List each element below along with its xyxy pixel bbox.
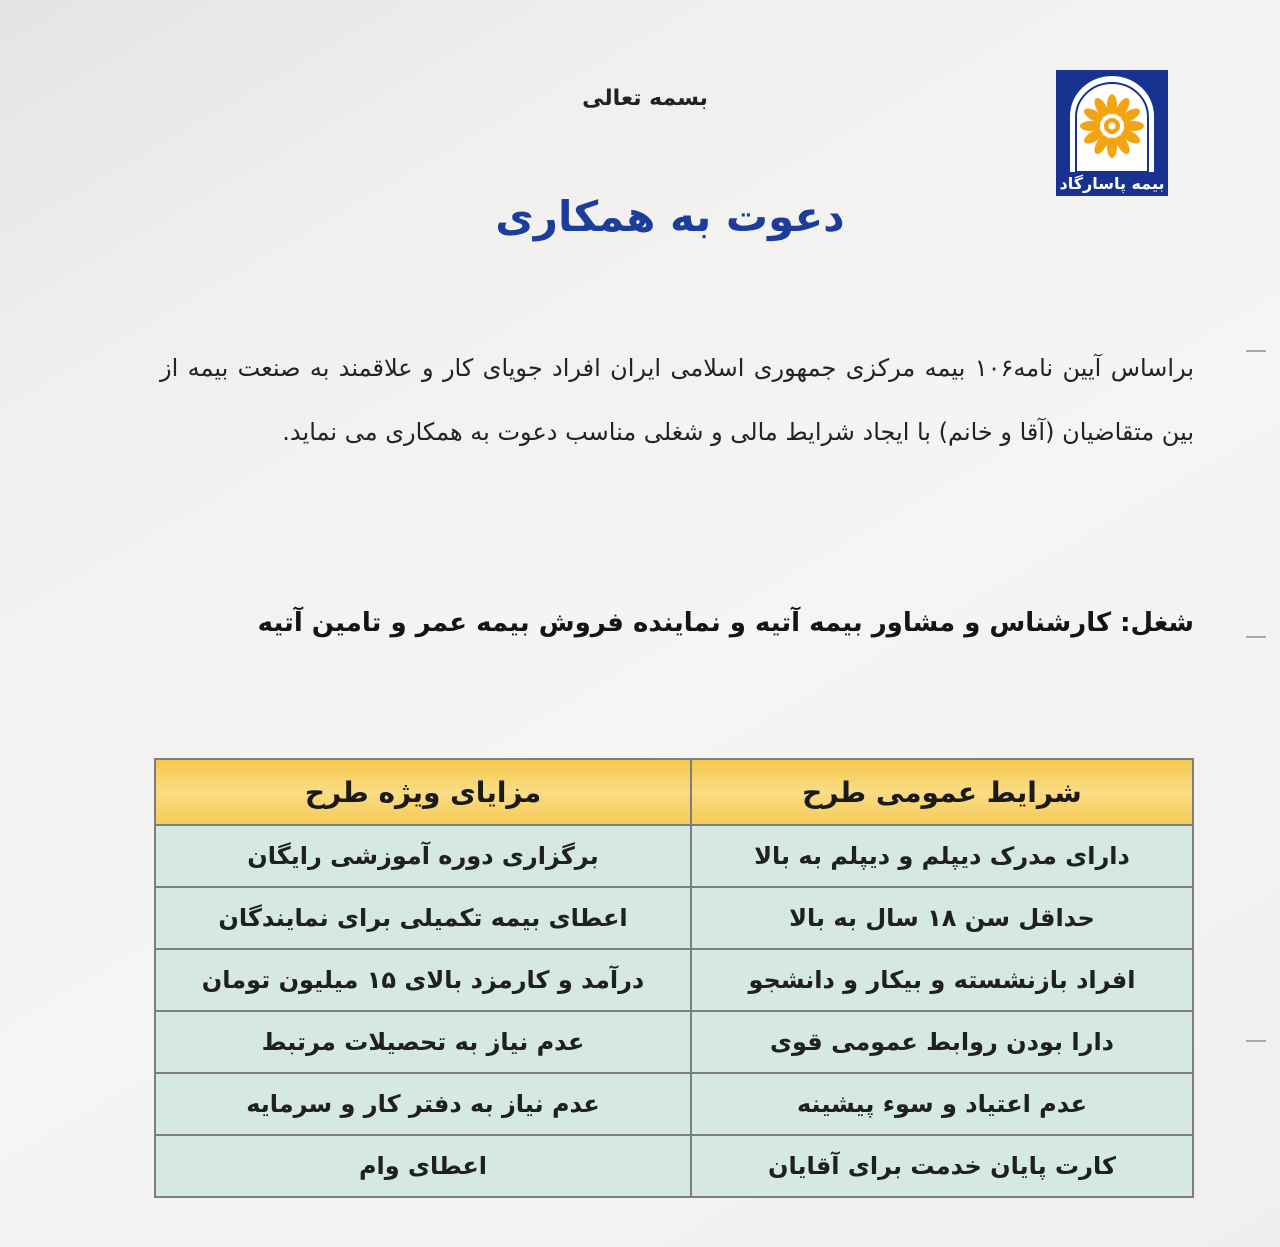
edge-mark [1246,350,1266,352]
benefit-cell: اعطای وام [155,1135,691,1197]
condition-cell: افراد بازنشسته و بیکار و دانشجو [691,949,1193,1011]
table-row [155,1011,1193,1073]
conditions-benefits-table [154,758,1194,1198]
condition-cell: حداقل سن ۱۸ سال به بالا [691,887,1193,949]
condition-cell: دارا بودن روابط عمومی قوی [691,1011,1193,1073]
benefit-cell: عدم نیاز به دفتر کار و سرمایه [155,1073,691,1135]
table-row [155,825,1193,887]
sunflower-emblem-icon [1056,70,1168,172]
logo-caption: بیمه پاسارگاد [1056,172,1168,196]
pasargad-insurance-logo [1056,70,1168,198]
condition-cell: عدم اعتیاد و سوء پیشینه [691,1073,1193,1135]
edge-mark [1246,636,1266,638]
page-title: دعوت به همکاری [495,192,845,241]
table-row [155,1135,1193,1197]
table-row [155,949,1193,1011]
benefit-cell: درآمد و کارمزد بالای ۱۵ میلیون تومان [155,949,691,1011]
table-header-row [155,759,1193,825]
header-general-conditions: شرایط عمومی طرح [691,759,1193,825]
benefit-cell: اعطای بیمه تکمیلی برای نمایندگان [155,887,691,949]
benefit-cell: عدم نیاز به تحصیلات مرتبط [155,1011,691,1073]
benefit-cell: برگزاری دوره آموزشی رایگان [155,825,691,887]
edge-mark [1246,1040,1266,1042]
condition-cell: دارای مدرک دیپلم و دیپلم به بالا [691,825,1193,887]
table-row [155,1073,1193,1135]
intro-paragraph: براساس آیین نامه۱۰۶ بیمه مرکزی جمهوری اسلامی ایران افراد جویای کار و علاقمند به صنعت بیمه از بین متقاضیان (آقا و خانم) با ایجاد شرایط مالی و شغلی مناسب دعوت به همکاری می نماید. [160,354,1195,446]
header-special-benefits: مزایای ویژه طرح [155,759,691,825]
invocation-heading: بسمه تعالی [582,86,708,111]
condition-cell: کارت پایان خدمت برای آقایان [691,1135,1193,1197]
table-row [155,887,1193,949]
job-title-line: شغل: کارشناس و مشاور بیمه آتیه و نماینده فروش بیمه عمر و تامین آتیه [257,608,1194,638]
